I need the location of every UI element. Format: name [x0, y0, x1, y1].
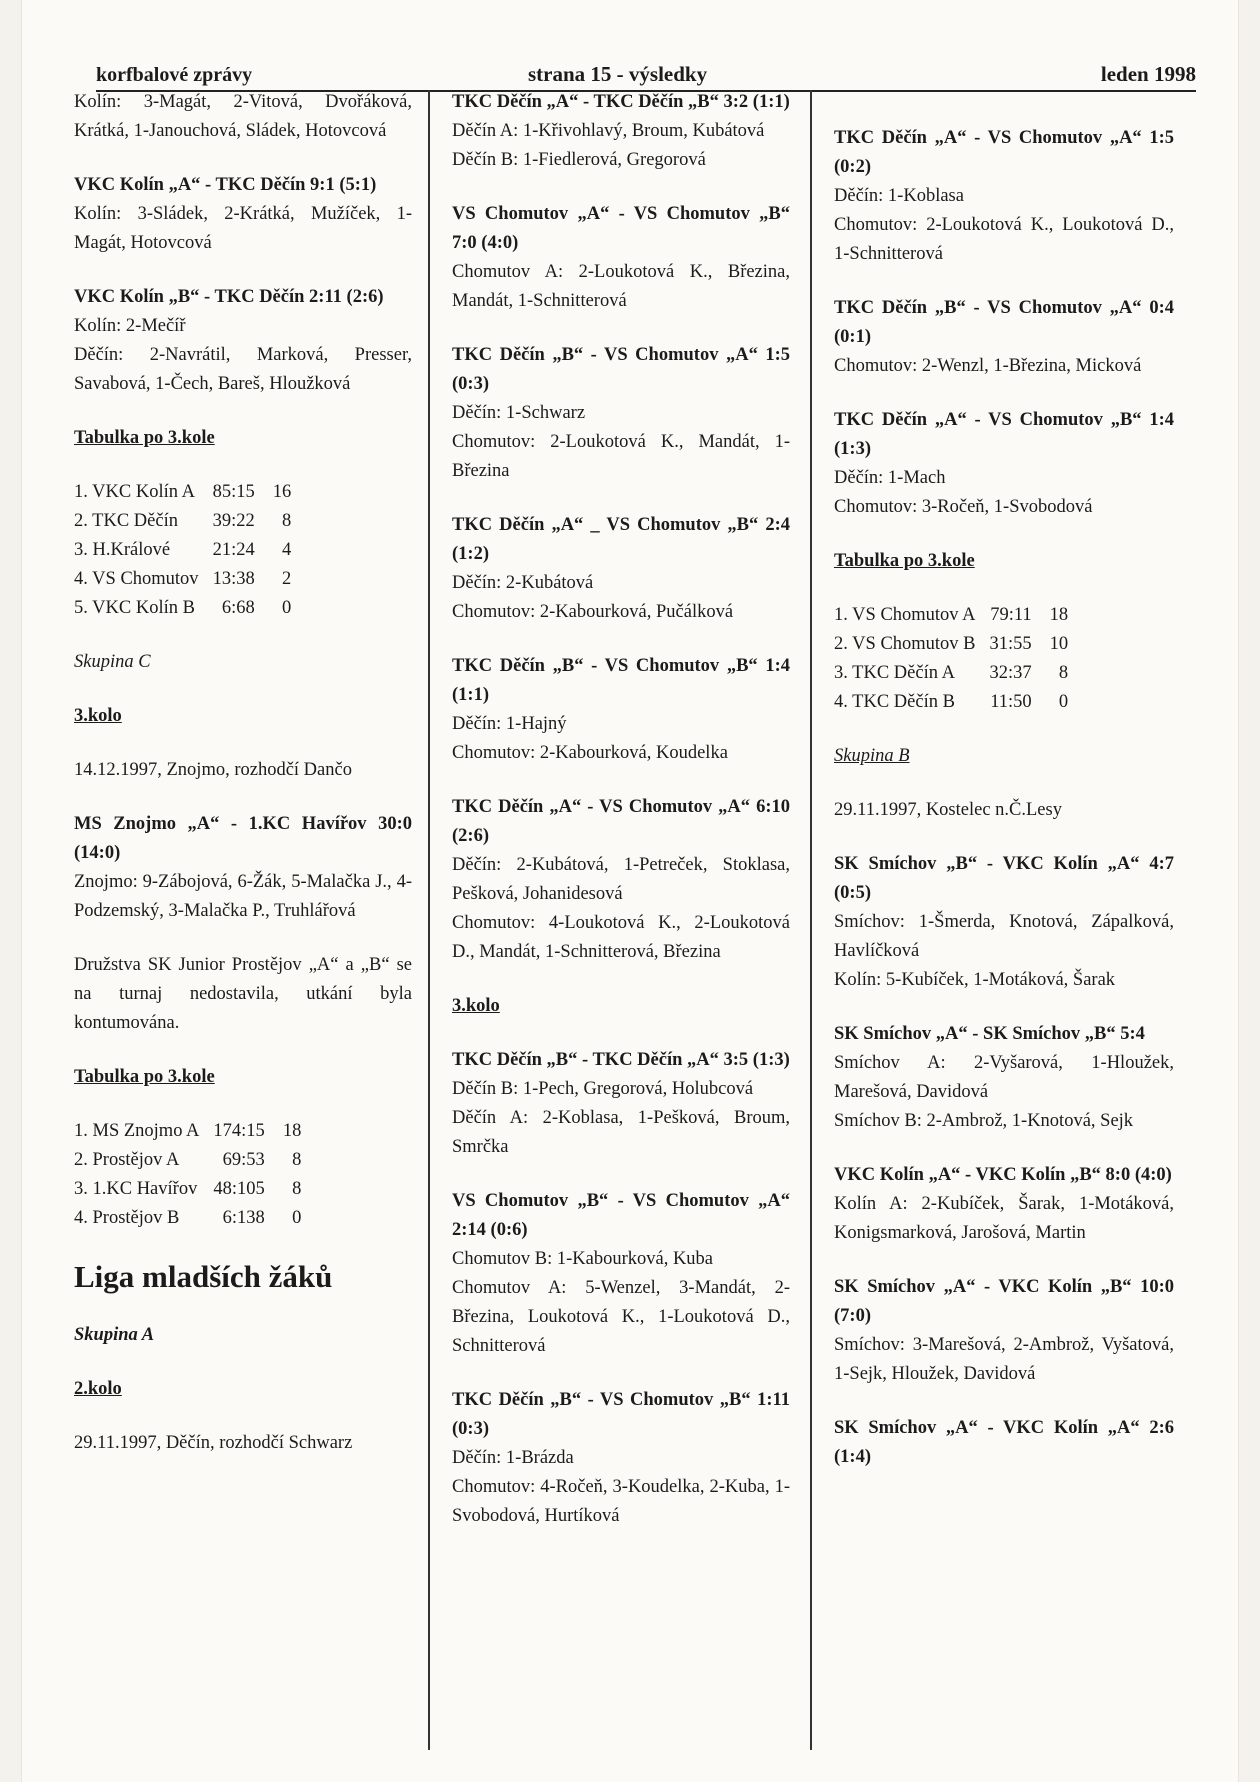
- match-title: SK Smíchov „B“ - VKC Kolín „A“ 4:7 (0:5): [834, 854, 1174, 903]
- match-result: [74, 283, 412, 399]
- scorers-line: Děčín: 1-Mach: [834, 468, 946, 488]
- match-title: TKC Děčín „B“ - VS Chomutov „A“ 0:4 (0:1): [834, 298, 1174, 347]
- scorers-line: Děčín B: 1-Fiedlerová, Gregorová: [452, 150, 706, 170]
- page-section-title: strana 15 - výsledky: [528, 62, 708, 86]
- team-cell: 3. 1.KC Havířov: [74, 1179, 198, 1199]
- page-header: [96, 56, 1196, 92]
- scorers-line: Kolín: 3-Sládek, 2-Krátká, Mužíček, 1-Magát, Hotovcová: [74, 204, 412, 253]
- scorers-line: Chomutov: 2-Kabourková, Pučálková: [452, 602, 734, 622]
- score-cell: 13:38: [212, 569, 255, 589]
- match-result: [834, 124, 1174, 269]
- points-cell: 8: [1058, 663, 1069, 683]
- standings-heading: Tabulka po 3.kole: [74, 428, 215, 448]
- score-cell: 21:24: [212, 540, 255, 560]
- standings-table: [834, 601, 1068, 717]
- score-cell: 6:68: [221, 598, 255, 618]
- scorers-line: Smíchov B: 2-Ambrož, 1-Knotová, Sejk: [834, 1111, 1134, 1131]
- round-heading: 3.kolo: [452, 996, 500, 1016]
- section-title: Liga mladších žáků: [74, 1259, 333, 1294]
- score-cell: 79:11: [990, 605, 1032, 625]
- scorers-line: Chomutov: 2-Loukotová K., Loukotová D., 1-Schnitterová: [834, 215, 1174, 264]
- match-title: TKC Děčín „A“ - VS Chomutov „A“ 1:5 (0:2): [834, 128, 1174, 177]
- scorers-line: Chomutov A: 2-Loukotová K., Březina, Mandát, 1-Schnitterová: [452, 262, 790, 311]
- scorers-line: Děčín A: 1-Křivohlavý, Broum, Kubátová: [452, 121, 765, 141]
- match-title: TKC Děčín „B“ - VS Chomutov „A“ 1:5 (0:3): [452, 345, 790, 394]
- scorers-line: Děčín: 2-Kubátová, 1-Petreček, Stoklasa, Pešková, Johanidesová: [452, 855, 790, 904]
- table-row: [834, 601, 1068, 630]
- match-title: VKC Kolín „B“ - TKC Děčín 2:11 (2:6): [74, 287, 384, 307]
- scorers-line: Děčín: 1-Schwarz: [452, 403, 586, 423]
- match-title: VS Chomutov „A“ - VS Chomutov „B“ 7:0 (4:0): [452, 204, 790, 253]
- points-cell: 8: [292, 1179, 302, 1199]
- paragraph: 14.12.1997, Znojmo, rozhodčí Dančo: [74, 760, 352, 780]
- score-cell: 31:55: [989, 634, 1032, 654]
- match-result: [452, 793, 790, 967]
- match-title: VKC Kolín „A“ - TKC Děčín 9:1 (5:1): [74, 175, 377, 195]
- standings-table: [74, 478, 291, 623]
- team-cell: 3. TKC Děčín A: [834, 663, 955, 683]
- match-result: [452, 1187, 790, 1361]
- match-title: TKC Děčín „A“ - VS Chomutov „B“ 1:4 (1:3): [834, 410, 1174, 459]
- table-row: [74, 565, 291, 594]
- scorers-line: Kolín A: 2-Kubíček, Šarak, 1-Motáková, Konigsmarková, Jarošová, Martin: [834, 1194, 1174, 1243]
- scorers-line: Děčín: 1-Hajný: [452, 714, 567, 734]
- table-row: [74, 594, 291, 623]
- scorers-line: Chomutov B: 1-Kabourková, Kuba: [452, 1249, 714, 1269]
- scorers-line: Smíchov A: 2-Vyšarová, 1-Hloužek, Marešová, Davidová: [834, 1053, 1174, 1102]
- scorers-line: Děčín A: 2-Koblasa, 1-Pešková, Broum, Smrčka: [452, 1108, 790, 1157]
- group-heading: Skupina A: [74, 1325, 155, 1345]
- table-row: [74, 1146, 301, 1175]
- match-title: TKC Děčín „B“ - VS Chomutov „B“ 1:11 (0:3): [452, 1390, 790, 1439]
- team-cell: 1. VS Chomutov A: [834, 605, 976, 625]
- table-row: [74, 1175, 301, 1204]
- paragraph: 29.11.1997, Kostelec n.Č.Lesy: [834, 800, 1062, 820]
- match-result: [834, 1414, 1174, 1472]
- match-result: [834, 1161, 1174, 1248]
- scorers-line: Děčín B: 1-Pech, Gregorová, Holubcová: [452, 1079, 754, 1099]
- scorers-line: Děčín: 2-Navrátil, Marková, Presser, Savabová, 1-Čech, Bareš, Hloužková: [74, 345, 412, 394]
- match-title: VKC Kolín „A“ - VKC Kolín „B“ 8:0 (4:0): [834, 1165, 1172, 1185]
- team-cell: 2. TKC Děčín: [74, 511, 178, 531]
- newsletter-name: korfbalové zprávy: [96, 64, 253, 86]
- points-cell: 18: [1049, 605, 1069, 625]
- match-title: SK Smíchov „A“ - VKC Kolín „B“ 10:0 (7:0): [834, 1277, 1174, 1326]
- paragraph: 29.11.1997, Děčín, rozhodčí Schwarz: [74, 1433, 353, 1453]
- scorers-line: Smíchov: 1-Šmerda, Knotová, Zápalková, Havlíčková: [834, 912, 1174, 961]
- column-3: [834, 124, 1174, 1472]
- column-divider: [810, 90, 812, 1750]
- scorers-line: Chomutov: 2-Loukotová K., Mandát, 1-Březina: [452, 432, 790, 481]
- match-result: [452, 511, 790, 627]
- score-cell: 174:15: [213, 1121, 265, 1141]
- match-title: TKC Děčín „A“ _ VS Chomutov „B“ 2:4 (1:2): [452, 515, 790, 564]
- score-cell: 48:105: [213, 1179, 265, 1199]
- match-result: [74, 810, 412, 926]
- scorers-line: Děčín: 1-Brázda: [452, 1448, 574, 1468]
- scorers-line: Chomutov A: 5-Wenzel, 3-Mandát, 2-Březina, Loukotová K., 1-Loukotová D., Schnitterová: [452, 1278, 790, 1356]
- score-cell: 69:53: [222, 1150, 265, 1170]
- match-result: [452, 1046, 790, 1162]
- match-result: [452, 1386, 790, 1531]
- points-cell: 2: [281, 569, 292, 589]
- match-result: [452, 88, 790, 175]
- paragraph: Kolín: 3-Magát, 2-Vitová, Dvořáková, Krátká, 1-Janouchová, Sládek, Hotovcová: [74, 92, 412, 141]
- standings-heading: Tabulka po 3.kole: [834, 551, 975, 571]
- match-title: TKC Děčín „B“ - TKC Děčín „A“ 3:5 (1:3): [452, 1050, 790, 1070]
- table-row: [74, 1204, 301, 1233]
- points-cell: 0: [281, 598, 292, 618]
- match-result: [452, 200, 790, 316]
- match-result: [834, 1273, 1174, 1389]
- match-title: SK Smíchov „A“ - VKC Kolín „A“ 2:6 (1:4): [834, 1418, 1174, 1467]
- match-result: [834, 406, 1174, 522]
- team-cell: 1. MS Znojmo A: [74, 1121, 200, 1141]
- team-cell: 3. H.Králové: [74, 540, 171, 560]
- match-result: [74, 171, 412, 258]
- points-cell: 8: [292, 1150, 302, 1170]
- group-heading: Skupina B: [834, 746, 910, 766]
- match-result: [834, 294, 1174, 381]
- table-row: [74, 478, 291, 507]
- issue-date: leden 1998: [1100, 62, 1196, 86]
- scorers-line: Chomutov: 2-Wenzl, 1-Březina, Micková: [834, 356, 1142, 376]
- points-cell: 0: [1058, 692, 1069, 712]
- paragraph: Družstva SK Junior Prostějov „A“ a „B“ se na turnaj nedostavila, utkání byla kontumována.: [74, 955, 412, 1033]
- score-cell: 32:37: [989, 663, 1032, 683]
- team-cell: 4. TKC Děčín B: [834, 692, 955, 712]
- team-cell: 2. VS Chomutov B: [834, 634, 976, 654]
- column-2: [452, 88, 790, 1531]
- scorers-line: Chomutov: 4-Ročeň, 3-Koudelka, 2-Kuba, 1-Svobodová, Hurtíková: [452, 1477, 790, 1526]
- standings-heading: Tabulka po 3.kole: [74, 1067, 215, 1087]
- match-result: [452, 652, 790, 768]
- score-cell: 39:22: [212, 511, 255, 531]
- points-cell: 4: [281, 540, 292, 560]
- match-title: VS Chomutov „B“ - VS Chomutov „A“ 2:14 (0:6): [452, 1191, 790, 1240]
- round-heading: 3.kolo: [74, 706, 122, 726]
- points-cell: 18: [282, 1121, 302, 1141]
- table-row: [74, 1117, 301, 1146]
- points-cell: 0: [292, 1208, 302, 1228]
- scorers-line: Kolín: 5-Kubíček, 1-Motáková, Šarak: [834, 970, 1116, 990]
- team-cell: 5. VKC Kolín B: [74, 598, 195, 618]
- table-row: [834, 659, 1068, 688]
- standings-table: [74, 1117, 301, 1233]
- match-title: MS Znojmo „A“ - 1.KC Havířov 30:0 (14:0): [74, 814, 412, 863]
- points-cell: 16: [272, 482, 292, 502]
- match-result: [834, 850, 1174, 995]
- score-cell: 11:50: [990, 692, 1032, 712]
- scorers-line: Chomutov: 3-Ročeň, 1-Svobodová: [834, 497, 1093, 517]
- scorers-line: Chomutov: 4-Loukotová K., 2-Loukotová D., Mandát, 1-Schnitterová, Březina: [452, 913, 790, 962]
- team-cell: 4. VS Chomutov: [74, 569, 199, 589]
- round-heading: 2.kolo: [74, 1379, 122, 1399]
- table-row: [74, 507, 291, 536]
- team-cell: 4. Prostějov B: [74, 1208, 180, 1228]
- match-title: SK Smíchov „A“ - SK Smíchov „B“ 5:4: [834, 1024, 1145, 1044]
- table-row: [74, 536, 291, 565]
- table-row: [834, 688, 1068, 717]
- score-cell: 6:138: [222, 1208, 265, 1228]
- scorers-line: Děčín: 1-Koblasa: [834, 186, 964, 206]
- scorers-line: Chomutov: 2-Kabourková, Koudelka: [452, 743, 728, 763]
- team-cell: 2. Prostějov A: [74, 1150, 180, 1170]
- scorers-line: Děčín: 2-Kubátová: [452, 573, 594, 593]
- match-result: [452, 341, 790, 486]
- scorers-line: Smíchov: 3-Marešová, 2-Ambrož, Vyšatová, 1-Sejk, Hloužek, Davidová: [834, 1335, 1174, 1384]
- group-heading: Skupina C: [74, 652, 151, 672]
- column-1: [74, 88, 412, 1458]
- scorers-line: Znojmo: 9-Zábojová, 6-Žák, 5-Malačka J., 4-Podzemský, 3-Malačka P., Truhlářová: [74, 872, 412, 921]
- score-cell: 85:15: [212, 482, 255, 502]
- column-divider: [428, 90, 430, 1750]
- match-title: TKC Děčín „A“ - VS Chomutov „A“ 6:10 (2:6): [452, 797, 790, 846]
- match-title: TKC Děčín „A“ - TKC Děčín „B“ 3:2 (1:1): [452, 92, 790, 112]
- points-cell: 8: [281, 511, 292, 531]
- match-title: TKC Děčín „B“ - VS Chomutov „B“ 1:4 (1:1): [452, 656, 790, 705]
- points-cell: 10: [1049, 634, 1069, 654]
- match-result: [834, 1020, 1174, 1136]
- team-cell: 1. VKC Kolín A: [74, 482, 195, 502]
- table-row: [834, 630, 1068, 659]
- scorers-line: Kolín: 2-Mečíř: [74, 316, 186, 336]
